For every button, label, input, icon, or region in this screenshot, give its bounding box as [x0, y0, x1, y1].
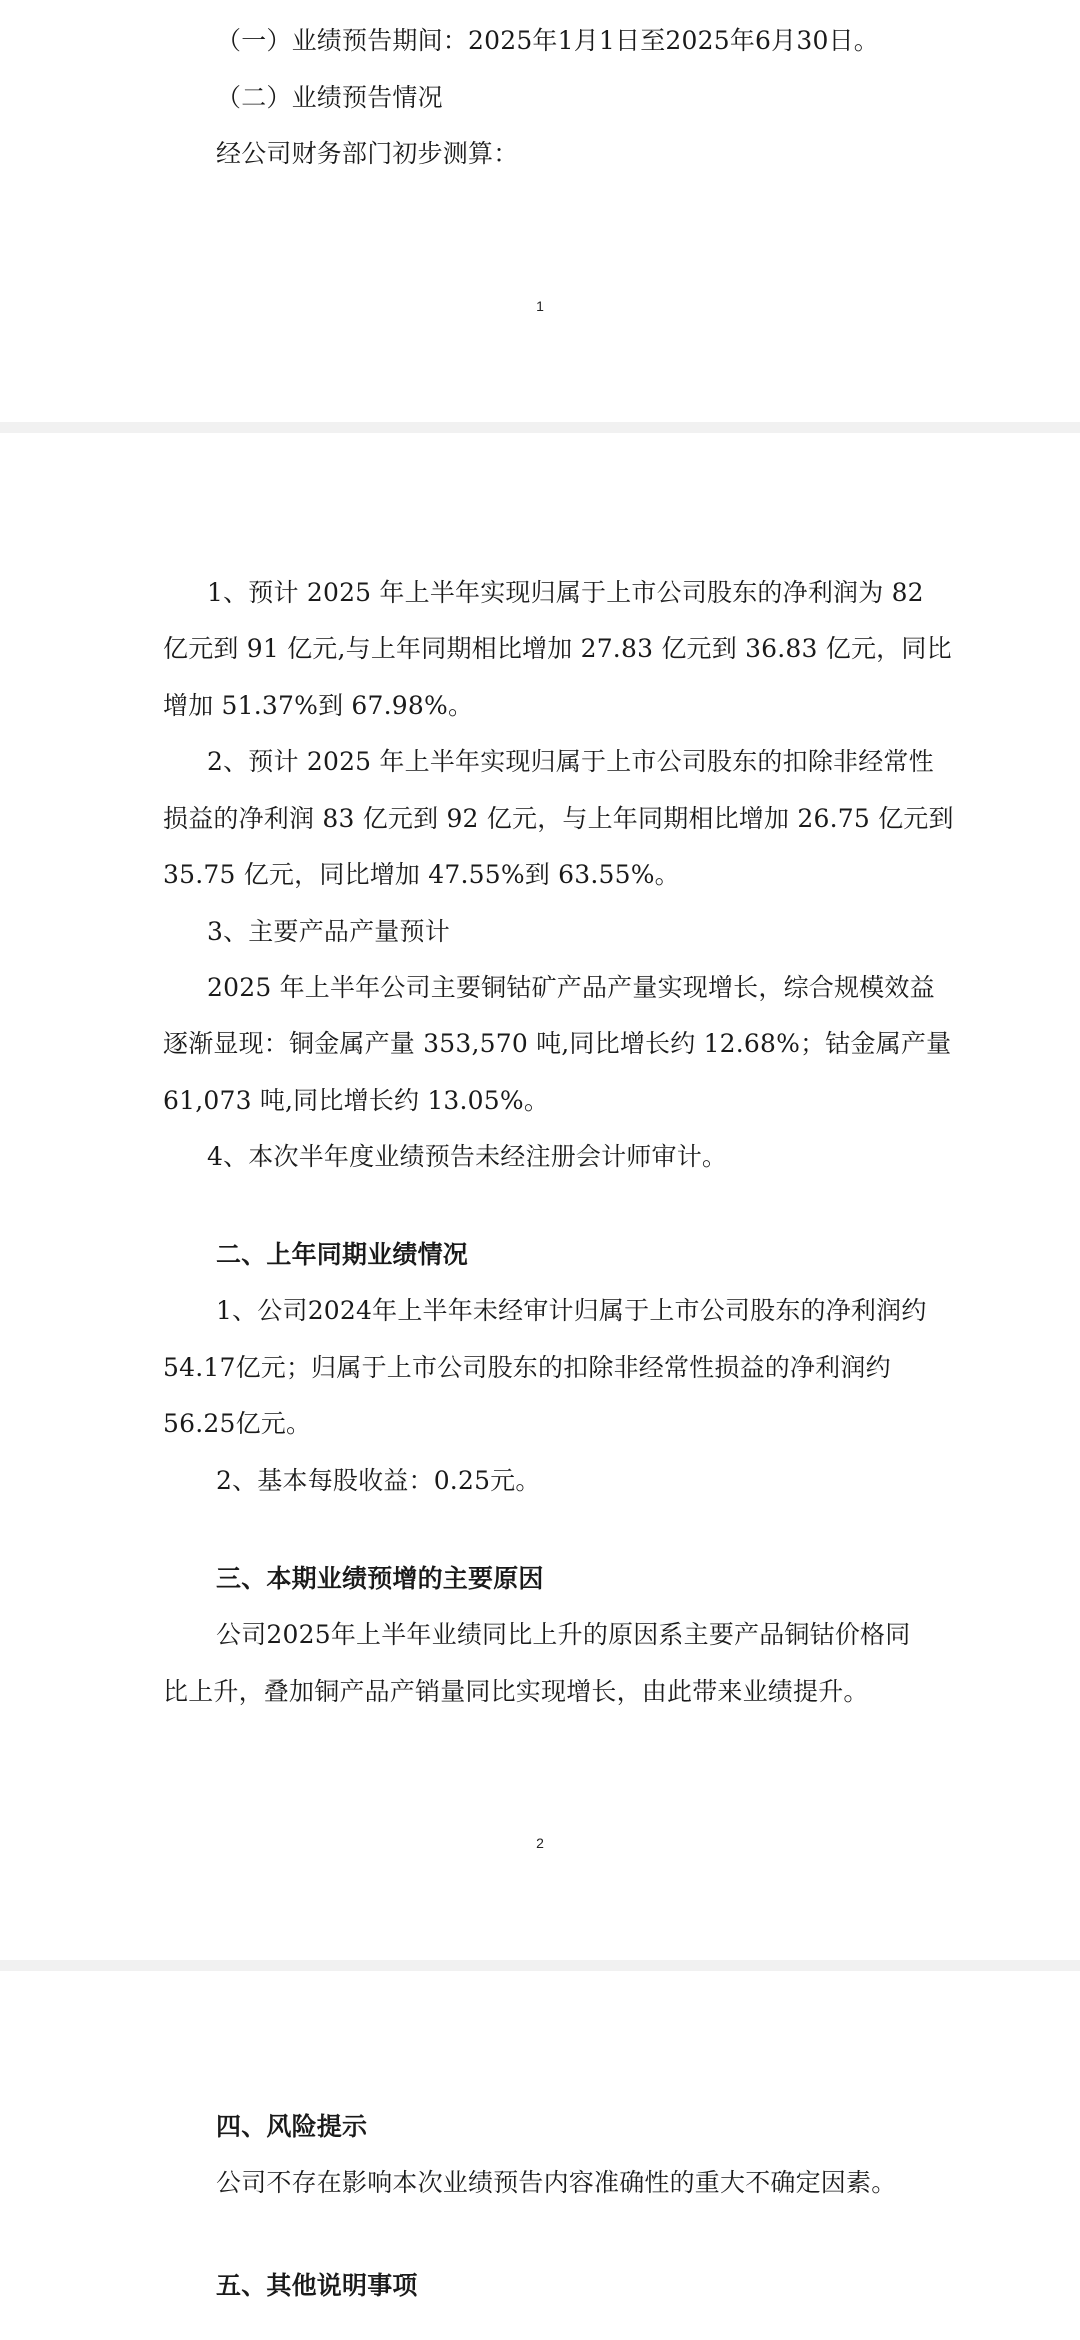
section2-line3: 56.25亿元。 [163, 1409, 312, 1438]
section5-heading: 五、其他说明事项 [216, 2271, 418, 2300]
section3-heading: 三、本期业绩预增的主要原因 [216, 1564, 544, 1593]
forecast-period-line: （一）业绩预告期间：2025年1月1日至2025年6月30日。 [216, 26, 879, 55]
section3-line1: 公司2025年上半年业绩同比上升的原因系主要产品铜钴价格同 [216, 1620, 911, 1649]
page-number: 1 [536, 298, 544, 314]
item2-line3: 35.75 亿元，同比增加 47.55%到 63.55%。 [163, 860, 680, 889]
item3-line2: 逐渐显现：铜金属产量 353,570 吨,同比增长约 12.68%；钴金属产量 [163, 1029, 952, 1058]
item3-line1: 2025 年上半年公司主要铜钴矿产品产量实现增长，综合规模效益 [207, 973, 935, 1002]
section2-line2: 54.17亿元；归属于上市公司股东的扣除非经常性损益的净利润约 [163, 1353, 891, 1382]
section3-line2: 比上升，叠加铜产品产销量同比实现增长，由此带来业绩提升。 [163, 1677, 869, 1706]
section4-heading: 四、风险提示 [216, 2112, 368, 2141]
page-3 [0, 1971, 1080, 2340]
section2-line1: 1、公司2024年上半年未经审计归属于上市公司股东的净利润约 [216, 1296, 927, 1325]
forecast-status-line: （二）业绩预告情况 [216, 83, 443, 112]
page-2 [0, 433, 1080, 1960]
item3-heading: 3、主要产品产量预计 [207, 917, 450, 946]
item1-line3: 增加 51.37%到 67.98%。 [163, 691, 474, 720]
page-separator [0, 1960, 1080, 1971]
item3-line3: 61,073 吨,同比增长约 13.05%。 [163, 1086, 550, 1115]
item4-line: 4、本次半年度业绩预告未经注册会计师审计。 [207, 1142, 728, 1171]
item1-line1: 1、预计 2025 年上半年实现归属于上市公司股东的净利润为 82 [207, 578, 924, 607]
page-separator [0, 422, 1080, 433]
item2-line2: 损益的净利润 83 亿元到 92 亿元，与上年同期相比增加 26.75 亿元到 [163, 804, 954, 833]
preliminary-calc-line: 经公司财务部门初步测算： [216, 139, 519, 168]
section4-text: 公司不存在影响本次业绩预告内容准确性的重大不确定因素。 [216, 2168, 897, 2197]
page-number: 2 [536, 1835, 544, 1851]
section2-line4: 2、基本每股收益：0.25元。 [216, 1466, 541, 1495]
section2-heading: 二、上年同期业绩情况 [216, 1240, 469, 1269]
page-1 [0, 0, 1080, 422]
item2-line1: 2、预计 2025 年上半年实现归属于上市公司股东的扣除非经常性 [207, 747, 934, 776]
item1-line2: 亿元到 91 亿元,与上年同期相比增加 27.83 亿元到 36.83 亿元，同比 [163, 634, 952, 663]
